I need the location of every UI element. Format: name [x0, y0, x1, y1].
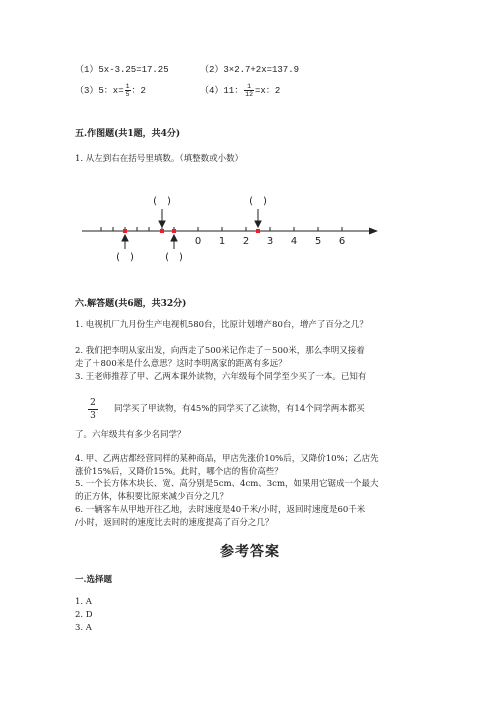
red-point-1: [123, 229, 127, 233]
number-line-ticks: [101, 227, 342, 231]
section-6-question-3-line-2: 同学买了甲读物，有45%的同学买了乙读物，有14个同学两本都买: [114, 404, 365, 414]
section-6-question-3-line-3: 了。六年级共有多少名同学？: [75, 430, 186, 440]
section-5-question-1: 1. 从左到右在括号里填数。（填整数或小数）: [75, 154, 244, 164]
section-6-title: 六.解答题(共6题，共32分): [75, 299, 187, 309]
answer-bracket-top-1: ( ): [153, 196, 171, 207]
equation-4-suffix: =x：2: [255, 86, 281, 96]
equation-3-prefix: （3）5：x=: [75, 86, 124, 96]
tick-label-1: 1: [218, 236, 226, 247]
question-3-fraction-numerator: 2: [88, 397, 98, 410]
tick-label-6: 6: [338, 236, 346, 247]
number-line-arrowhead: [369, 228, 378, 235]
question-3-fraction: [88, 397, 98, 422]
answer-item-1: 1. A: [75, 597, 92, 607]
equation-3-fraction: [125, 83, 131, 98]
section-6-question-5-line-2: 的正方体，体积要比原来减少百分之几？: [75, 492, 229, 502]
answers-title: 参考答案: [220, 544, 280, 560]
down-arrow-2-head: [255, 221, 261, 227]
tick-label-4: 4: [290, 236, 298, 247]
red-point-3: [172, 229, 176, 233]
equation-4-prefix: （4）11：: [200, 86, 244, 96]
tick-label-0: 0: [194, 236, 202, 247]
section-6-question-4-line-1: 4. 甲、乙两店都经营同样的某种商品，甲店先涨价10%后，又降价10%；乙店先: [75, 454, 379, 464]
down-arrow-1-head: [159, 221, 165, 227]
answer-item-2: 2. D: [75, 610, 93, 620]
answer-item-3: 3. A: [75, 623, 92, 633]
section-6-question-2-line-2: 走了＋800米是什么意思？这时李明离家的距离有多远？: [75, 359, 287, 369]
tick-label-5: 5: [314, 236, 322, 247]
equation-1: （1）5x-3.25=17.25: [75, 65, 169, 75]
answer-bracket-top-2: ( ): [249, 196, 267, 207]
answer-bracket-bottom-1: ( ): [116, 252, 134, 263]
section-6-question-2-line-1: 2. 我们把李明从家出发，向西走了500米记作走了－500米，那么李明又接着: [75, 346, 365, 356]
red-point-2: [160, 229, 164, 233]
equation-3-denominator: 5: [125, 91, 130, 99]
number-line-diagram: [0, 185, 500, 265]
section-6-question-6-line-1: 6. 一辆客车从甲地开往乙地，去时速度是40千米/小时，返回时速度是60千米: [75, 505, 366, 515]
section-6-question-6-line-2: /小时，返回时的速度比去时的速度提高了百分之几？: [75, 518, 274, 528]
equation-4-denominator: 12: [245, 91, 254, 99]
equation-4-fraction: [244, 83, 254, 98]
tick-label-2: 2: [242, 236, 250, 247]
section-6-question-1: 1. 电视机厂九月份生产电视机580台，比原计划增产80台，增产了百分之几？: [75, 320, 368, 330]
red-point-4: [256, 229, 260, 233]
answer-bracket-bottom-2: ( ): [165, 252, 183, 263]
section-6-question-4-line-2: 涨价15%后，又降价15%。此时，哪个店的售价高些？: [75, 467, 283, 477]
equation-3-numerator: 1: [125, 83, 130, 91]
question-3-fraction-denominator: 3: [90, 411, 96, 421]
tick-label-3: 3: [266, 236, 274, 247]
equation-4-numerator: 1: [244, 83, 254, 91]
answers-section-1-title: 一.选择题: [75, 575, 112, 585]
section-6-question-5-line-1: 5. 一个长方体木块长、宽、高分别是5cm、4cm、3cm，如果用它锯成一个最大: [75, 479, 379, 489]
section-6-question-3-line-1: 3. 王老师推荐了甲、乙两本课外读物，六年级每个同学至少买了一本。已知有: [75, 372, 367, 382]
equation-3-suffix: ：2: [131, 86, 146, 96]
up-arrow-2-head: [171, 235, 177, 241]
up-arrow-1-head: [122, 235, 128, 241]
equation-3: [75, 83, 146, 98]
equation-2: （2）3×2.7+2x=137.9: [200, 65, 300, 75]
equation-4: [200, 83, 280, 98]
section-5-title: 五.作图题(共1题，共4分): [75, 129, 181, 139]
